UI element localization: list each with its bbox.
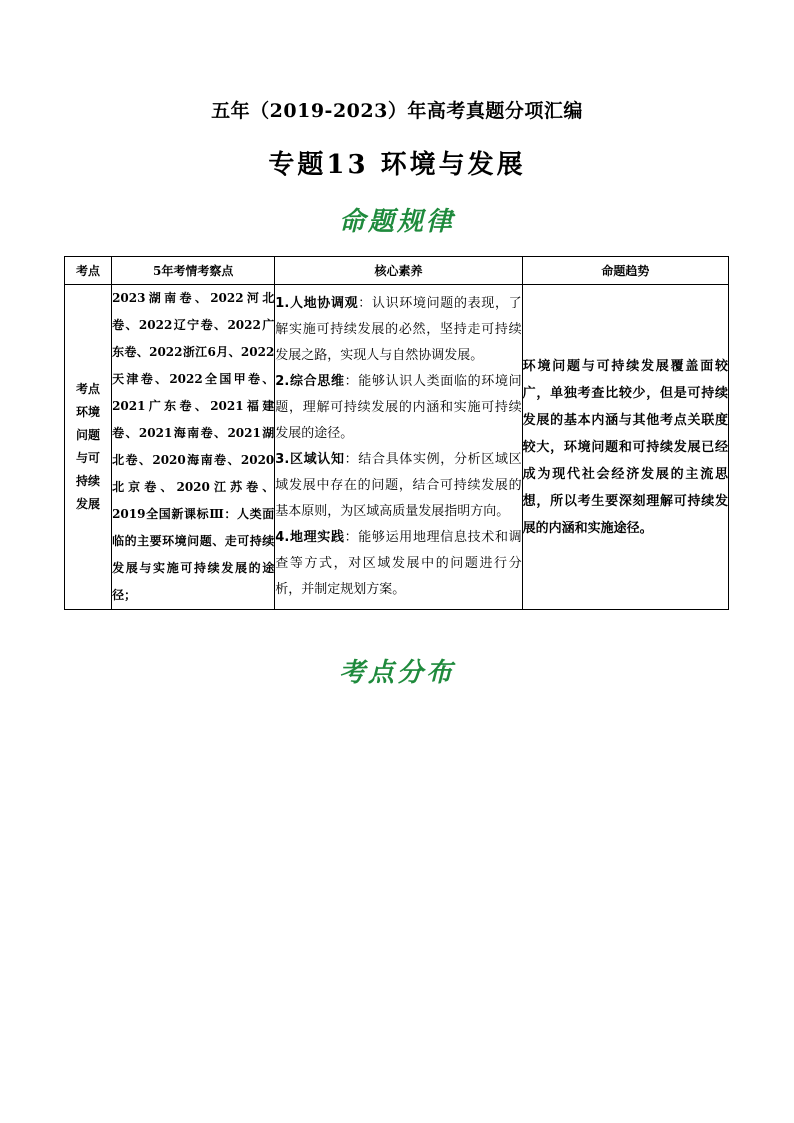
exam-points-cell: 2023湖南卷、2022河北卷、2022辽宁卷、2022广东卷、2022浙江6月、2022天津卷、2022全国甲卷、2021广东卷、2021福建卷、2021海南卷、2021湖北卷、2020海南卷、2020北京卷、2020江苏卷、2019全国新课标Ⅲ：人类面临的主要环境问题、走可持续发展与实施可持续发展的途径； [112,285,275,610]
table-row [65,285,729,610]
core-literacy-cell [275,285,522,610]
topic-cell [65,285,112,610]
core-item-text: ：能够运用地理信息技术和调查等方式，对区域发展中的问题进行分析，并制定规划方案。 [275,530,522,597]
header-trend: 命题趋势 [522,257,728,285]
core-item-2 [275,369,521,447]
core-item-text: ：认识环境问题的表现，了解实施可持续发展的必然，坚持走可持续发展之路，实现人与自然协调发展。 [275,296,522,363]
table-header-row [65,257,729,285]
trend-cell: 环境问题与可持续发展覆盖面较广，单独考查比较少，但是可持续发展的基本内涵与其他考点关联度较大，环境问题和可持续发展已经成为现代社会经济发展的主流思想，所以考生要深刻理解可持续发展的内涵和实施途径。 [522,285,728,610]
header-exam-points: 5年考情考察点 [112,257,275,285]
core-item-4 [275,525,521,603]
core-item-label: 3.区域认知 [275,452,345,467]
section-heading-distribution: 考点分布 [338,658,455,688]
exam-rules-table [64,256,729,610]
core-item-3 [275,447,521,525]
header-core-literacy: 核心素养 [275,257,522,285]
document-title: 五年（2019-2023）年高考真题分项汇编 [211,100,583,122]
topic-text: 考点环境问题与可持续发展 [76,382,101,511]
section-heading-rules: 命题规律 [338,207,455,237]
core-item-1 [275,291,521,369]
core-item-label: 2.综合思维 [275,374,345,389]
core-item-label: 4.地理实践 [275,530,345,545]
core-item-label: 1.人地协调观 [275,296,359,311]
core-item-text: ：能够认识人类面临的环境问题，理解可持续发展的内涵和实施可持续发展的途径。 [275,374,522,441]
header-topic: 考点 [65,257,112,285]
core-item-text: ：结合具体实例，分析区域区域发展中存在的问题，结合可持续发展的基本原则，为区域高质量发展指明方向。 [275,452,522,519]
document-subtitle: 专题13 环境与发展 [268,150,526,180]
